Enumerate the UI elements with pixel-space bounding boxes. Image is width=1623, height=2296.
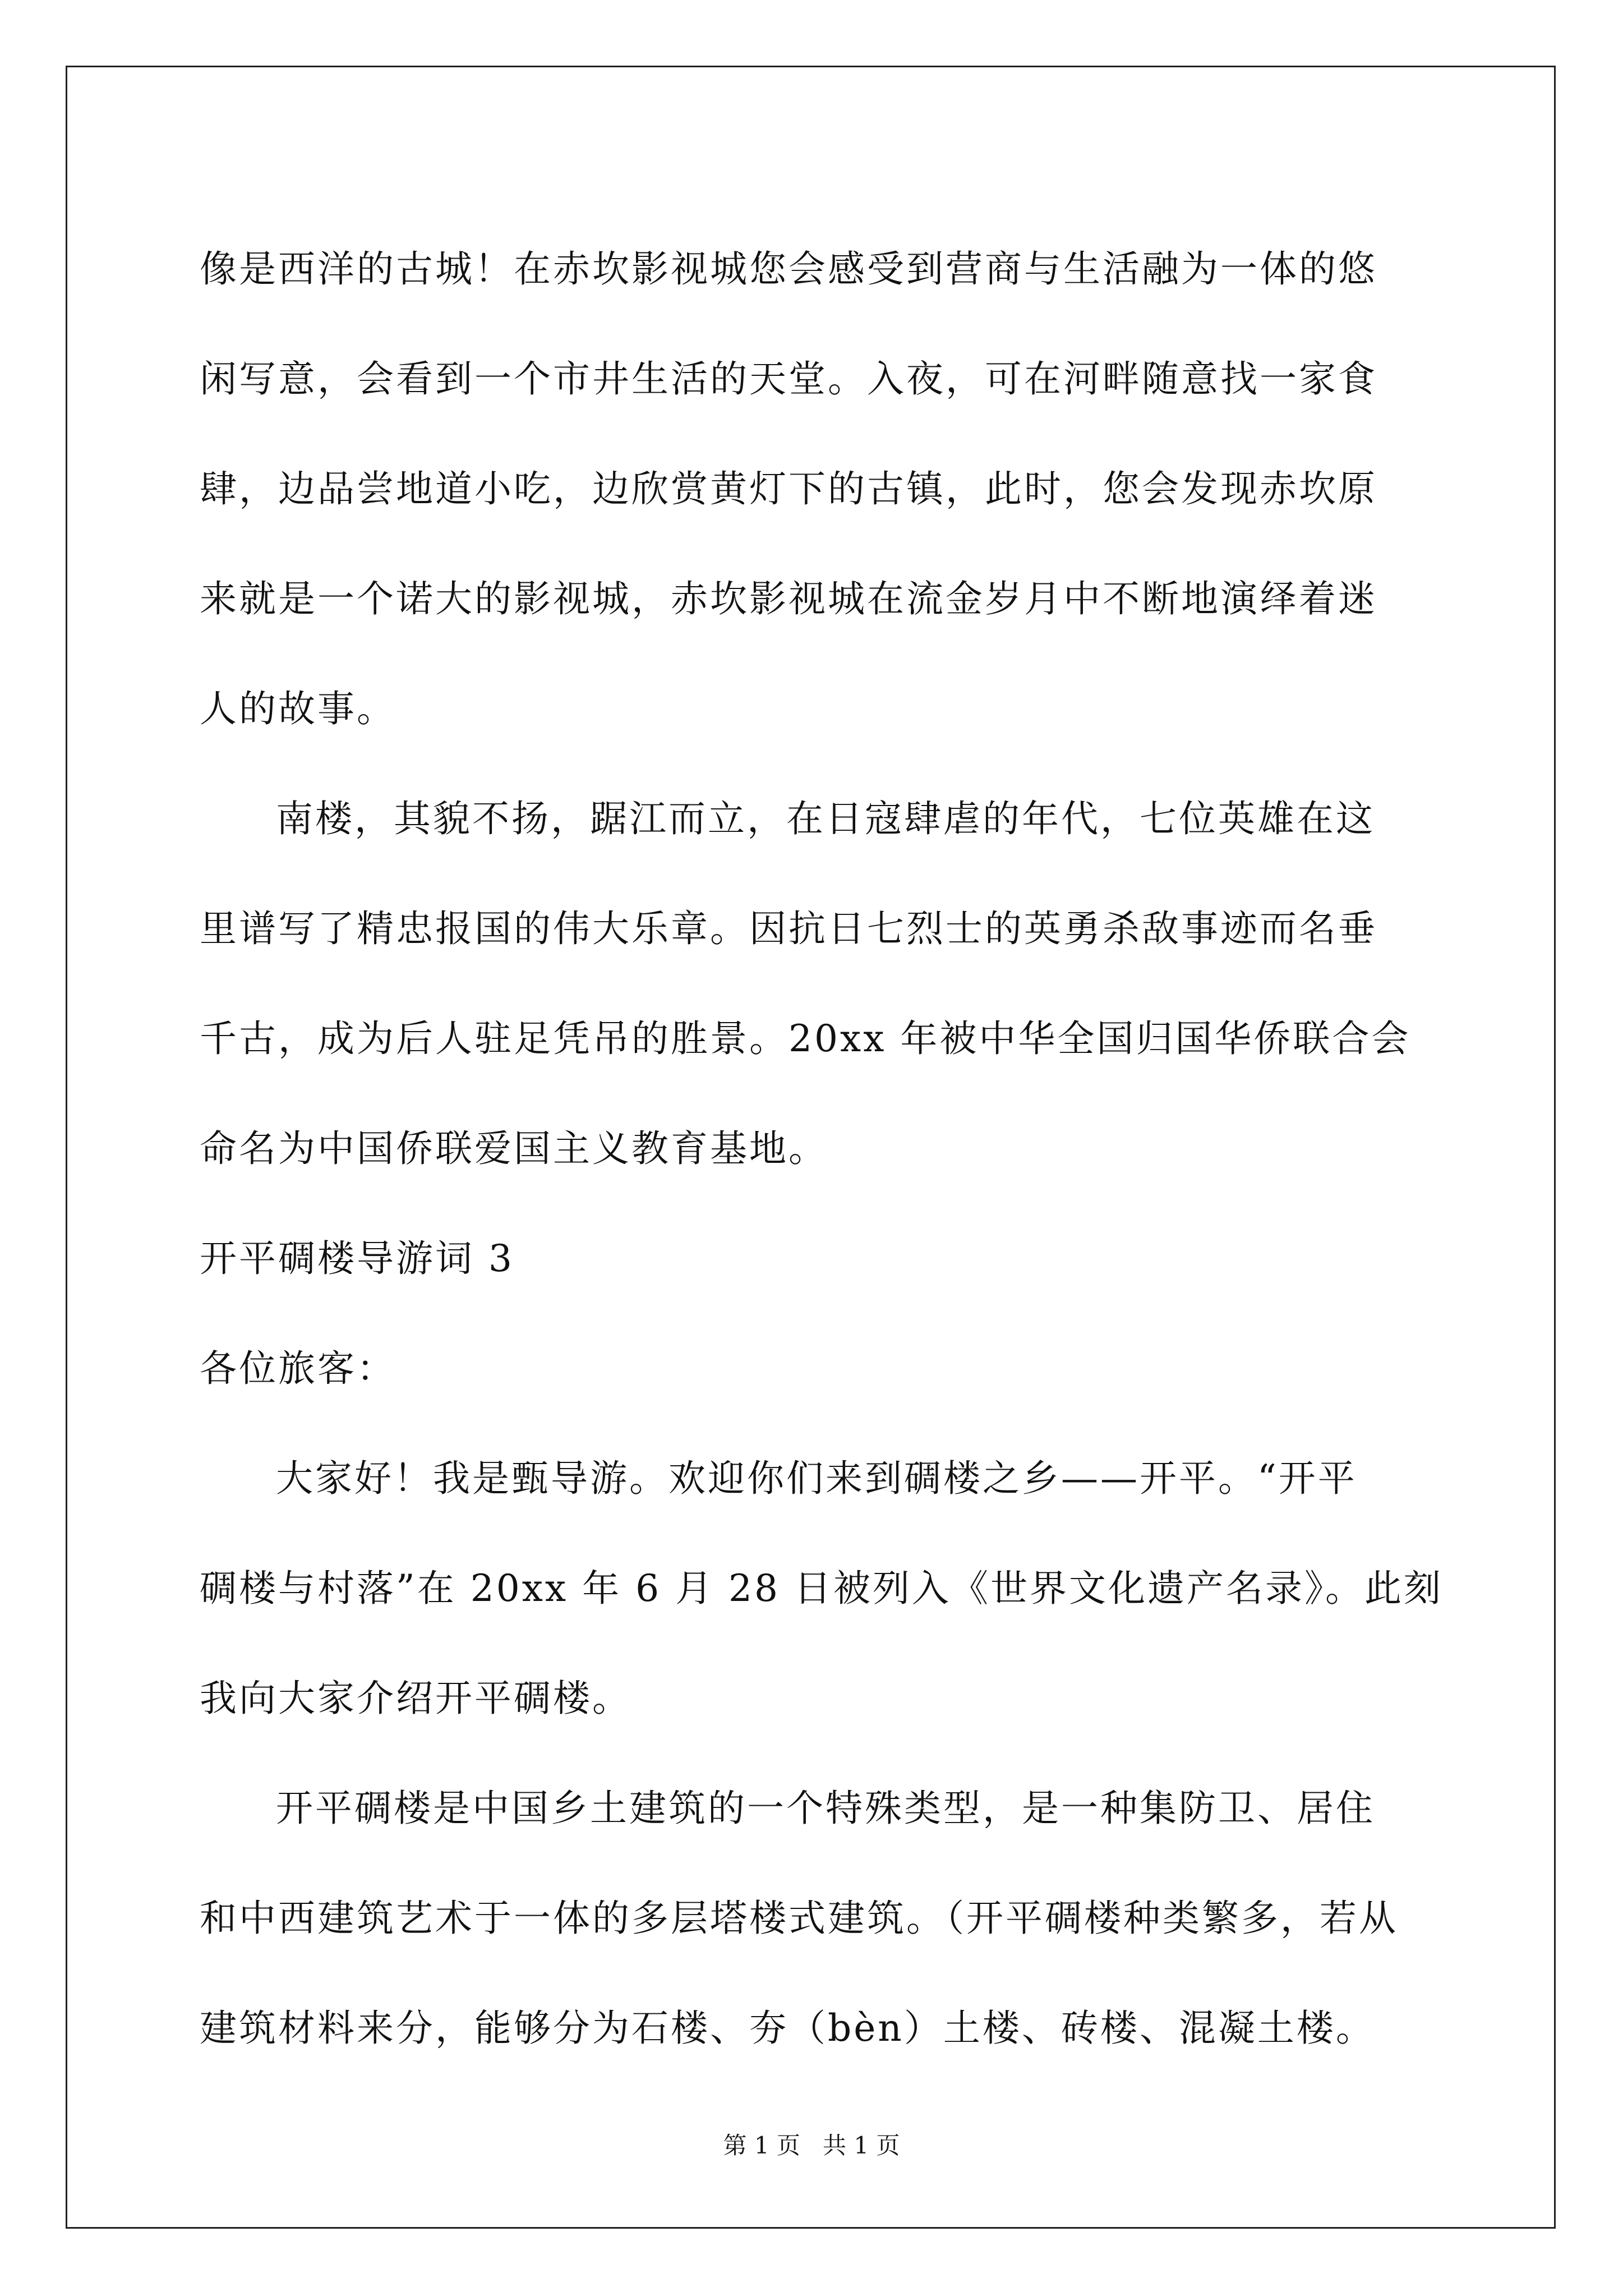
paragraph-start: 大家好！我是甄导游。欢迎你们来到碉楼之乡——开平。“开平 xyxy=(276,1457,1357,1500)
text-line: 和中西建筑艺术于一体的多层塔楼式建筑。（开平碉楼种类繁多，若从 xyxy=(200,1897,1398,1940)
text-line: 闲写意，会看到一个市井生活的天堂。入夜，可在河畔随意找一家食 xyxy=(200,357,1377,401)
text-line: 肆，边品尝地道小吃，边欣赏黄灯下的古镇，此时，您会发现赤坎原 xyxy=(200,467,1377,510)
text-line: 我向大家介绍开平碉楼。 xyxy=(200,1677,631,1720)
text-line: 像是西洋的古城！在赤坎影视城您会感受到营商与生活融为一体的悠 xyxy=(200,247,1377,291)
text-line: 来就是一个诺大的影视城，赤坎影视城在流金岁月中不断地演绎着迷 xyxy=(200,577,1377,620)
text-line: 里谱写了精忠报国的伟大乐章。因抗日七烈士的英勇杀敌事迹而名垂 xyxy=(200,907,1377,950)
text-line: 千古，成为后人驻足凭吊的胜景。20xx 年被中华全国归国华侨联合会 xyxy=(200,1017,1411,1060)
document-body xyxy=(200,214,1444,2083)
paragraph-start: 南楼，其貌不扬，踞江而立，在日寇肆虐的年代，七位英雄在这 xyxy=(276,797,1375,840)
text-line: 建筑材料来分，能够分为石楼、夯（bèn）土楼、砖楼、混凝土楼。 xyxy=(200,2007,1375,2050)
salutation: 各位旅客： xyxy=(200,1347,396,1390)
text-line: 人的故事。 xyxy=(200,687,396,730)
text-line: 碉楼与村落”在 20xx 年 6 月 28 日被列入《世界文化遗产名录》。此刻 xyxy=(200,1567,1444,1610)
text-line: 命名为中国侨联爱国主义教育基地。 xyxy=(200,1127,828,1170)
section-heading: 开平碉楼导游词 3 xyxy=(200,1237,514,1280)
page-footer: 第 1 页 共 1 页 xyxy=(723,2132,900,2159)
paragraph-start: 开平碉楼是中国乡土建筑的一个特殊类型，是一种集防卫、居住 xyxy=(276,1787,1375,1830)
